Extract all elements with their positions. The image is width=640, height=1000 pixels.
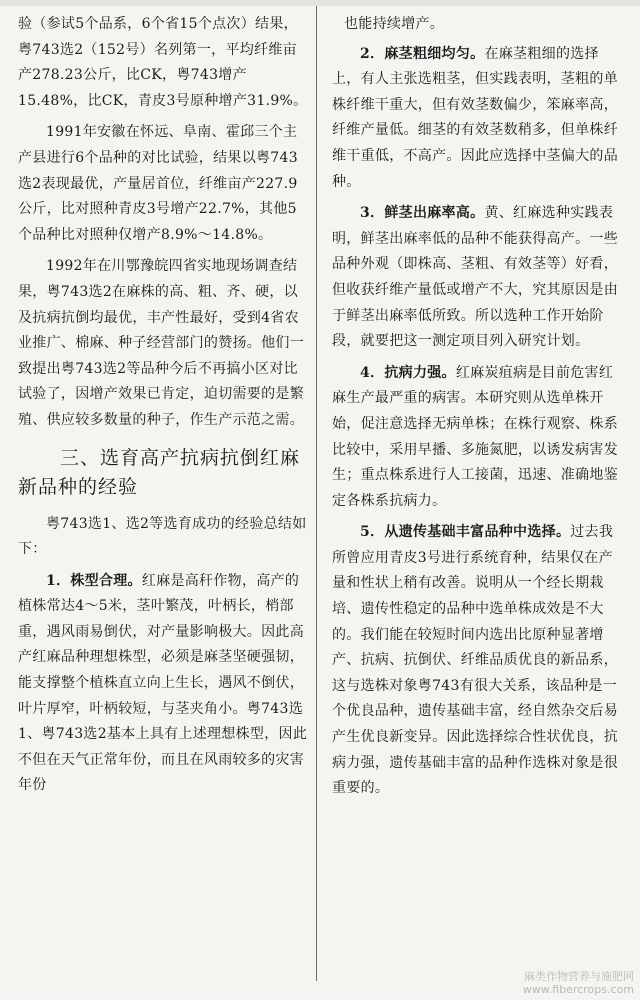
item-genetic-basis <box>332 520 627 802</box>
paragraph-anhui-1991: 1991年安徽在怀远、阜南、霍邱三个主产县进行6个品种的对比试验，结果以粤743选2表现最优，产量居首位，纤维亩产227.9公斤，比对照种青皮3号增产22.7%，其他5个品种比对照种仅增产8.9%～14.8%。 <box>18 124 298 243</box>
paragraph-survey-1992: 1992年在川鄂豫皖四省实地现场调查结果，粤743选2在麻株的高、粗、齐、硬，以及抗病抗倒均最优，丰产性最好，受到4省农业推广、棉麻、种子经营部门的赞扬。他们一致提出粤743选2等品种今后不再搞小区对比试验了，因增产效果已肯定，迫切需要的是繁殖、供应较多数量的种子，作生产示范之需。 <box>18 258 304 428</box>
item-plant-type-text: 红麻是高秆作物，高产的植株常达4～5米，茎叶繁茂，叶柄长，梢部重，遇风雨易倒伏，对产量影响极大。因此高产红麻品种理想株型，必须是麻茎坚硬强韧，能支撑整个植株直立向上生长，遇风不倒伏，叶片厚窄，叶柄较短，与茎夹角小。粤743选1、粤743选2基本上具有上述理想株型，因此不但在天气正常年份，而且在风雨较多的灾害年份 <box>18 572 308 794</box>
section-heading-line2: 新品种的经验 <box>18 475 139 498</box>
left-column <box>18 12 308 805</box>
section-heading <box>18 444 308 502</box>
item-disease-resistance <box>332 361 627 515</box>
paragraph-experience-intro: 粤743选1、选2等选育成功的经验总结如下： <box>18 515 307 558</box>
paragraph-continued: 也能持续增产。 <box>344 16 445 32</box>
site-watermark <box>523 970 634 996</box>
watermark-url: www.fibercrops.com <box>522 983 634 996</box>
column-divider <box>316 6 317 981</box>
item-genetic-basis-text: 过去我所曾应用青皮3号进行系统育种，结果仅在产量和性状上稍有改善。说明从一个经长期栽培、遗传性稳定的品种中选单株成效是不大的。我们能在较短时间内选出比原种显著增产、抗病、抗倒伏、纤维品质优良的新品系，这与选株对象粤743有很大关系，该品种是一个优良品种，遗传基础丰富，经自然杂交后易产生优良新变异。因此选择综合性状优良，抗病力强，遗传基础丰富的品种作选株对象是很重要的。 <box>332 524 618 797</box>
item-fiber-ratio-text: 黄、红麻选种实践表明，鲜茎出麻率低的品种不能获得高产。一些品种外观（即株高、茎粗、有效茎等）好看，但收获纤维产量低或增产不大，究其原因是由于鲜茎出麻率低所致。所以选种工作开始阶段，就要把这一测定项目列入研究计划。 <box>332 205 618 350</box>
item-plant-type <box>18 569 308 799</box>
item-disease-resistance-text: 红麻炭疽病是目前危害红麻生产最严重的病害。本研究则从选单株开始，促注意选择无病单株；在株行观察、株系比较中，采用早播、多施氮肥，以诱发病害发生；重点株系进行人工接菌，迅速、准确地鉴定各株系抗病力。 <box>332 364 618 509</box>
item-fiber-ratio-label: 3．鲜茎出麻率高。 <box>360 205 485 222</box>
item-plant-type-label: 1．株型合理。 <box>46 572 142 589</box>
item-genetic-basis-label: 5．从遗传基础丰富品种中选择。 <box>360 524 571 541</box>
watermark-title: 麻类作物营养与施肥网 <box>524 970 634 983</box>
paragraph-trial-results: 验（参试5个品系，6个省15个点次）结果，粤743选2（152号）名列第一，平均纤维亩产278.23公斤，比CK，粤743增产15.48%，比CK，青皮3号原种增产31.9%。 <box>18 16 308 109</box>
item-disease-resistance-label: 4．抗病力强。 <box>360 364 456 381</box>
item-stem-uniformity <box>332 42 627 196</box>
item-stem-uniformity-label: 2．麻茎粗细均匀。 <box>360 45 485 62</box>
item-fiber-ratio <box>332 201 627 355</box>
section-heading-line1: 三、选育高产抗病抗倒红麻 <box>60 446 301 469</box>
right-column <box>332 12 627 808</box>
top-edge <box>0 0 640 6</box>
item-stem-uniformity-text: 在麻茎粗细的选择上，有人主张选粗茎，但实践表明，茎粗的单株纤维干重大，但有效茎数偏少，笨麻率高，纤维产量低。细茎的有效茎数稍多，但单株纤维干重低，不高产。因此应选择中茎偏大的品种。 <box>332 45 618 190</box>
